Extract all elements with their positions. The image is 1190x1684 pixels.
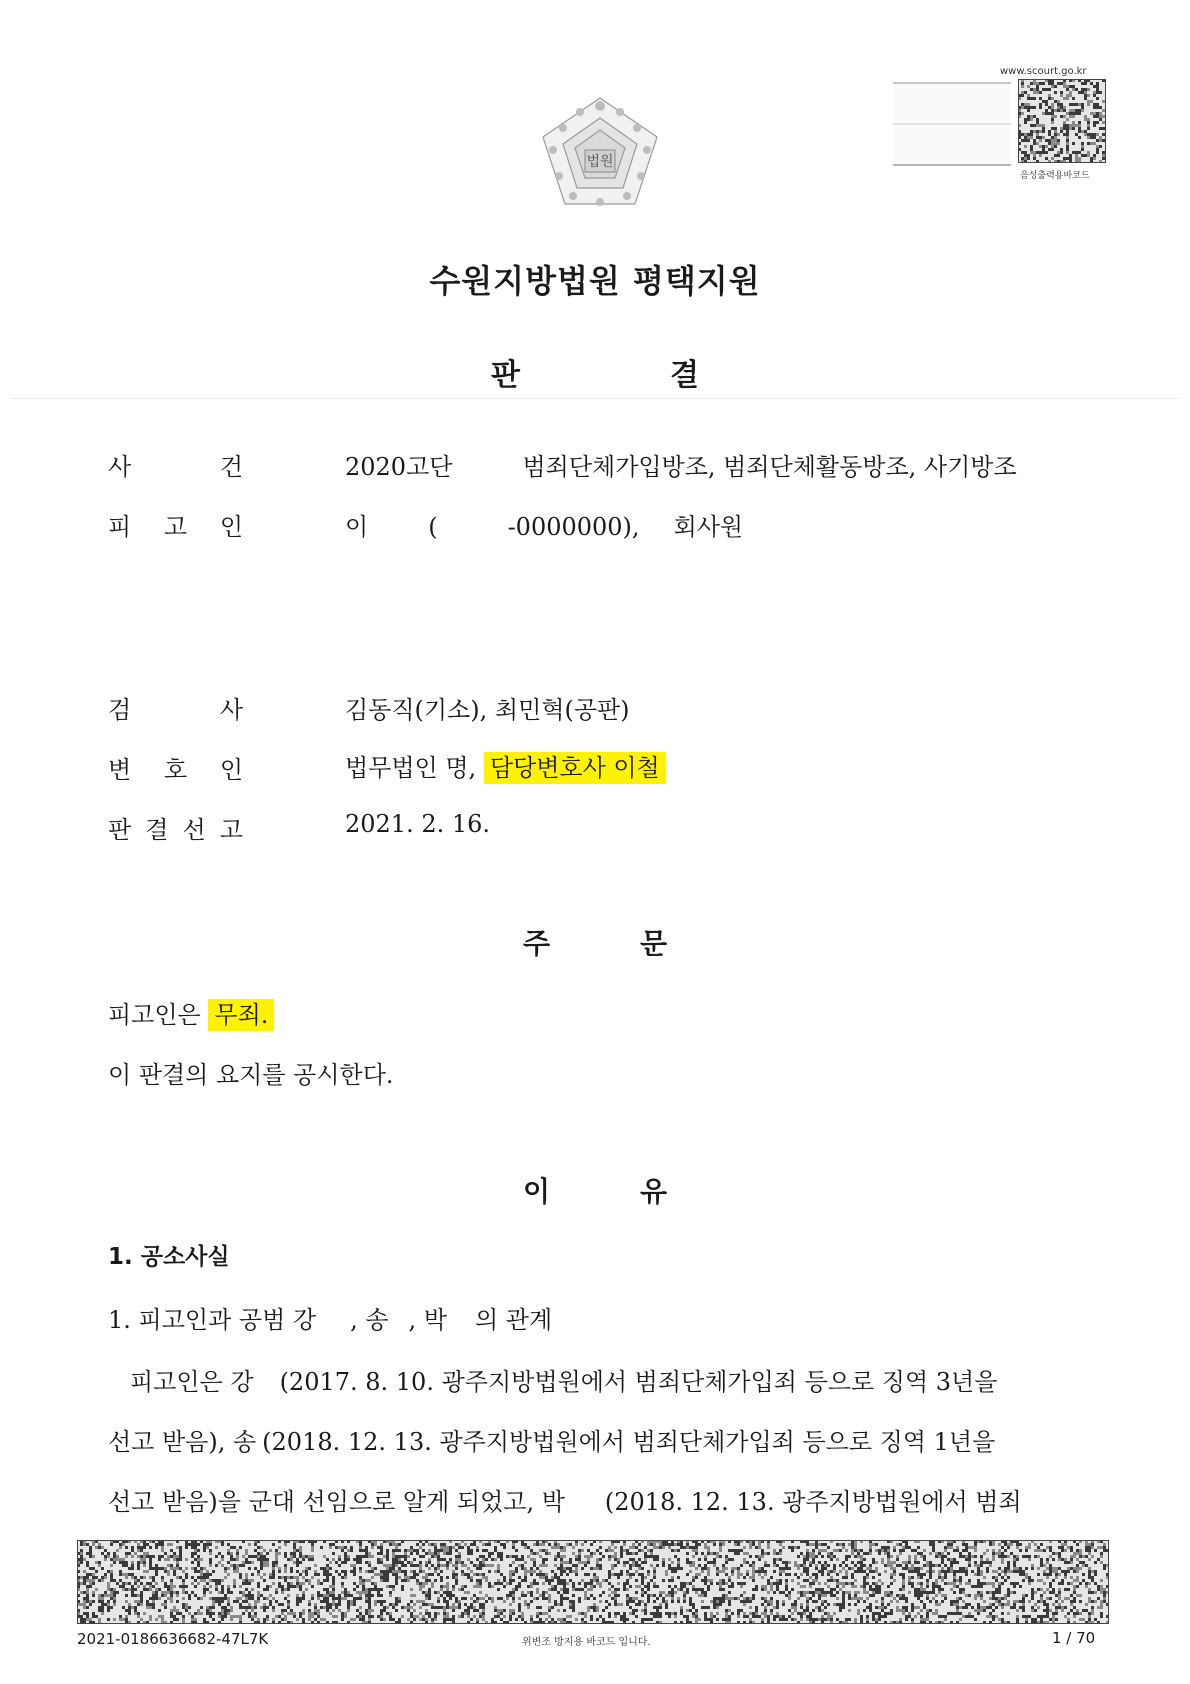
value-counsel: 법무법인 명, 담당변호사 이철	[345, 748, 666, 783]
anti-forgery-barcode-icon	[77, 1540, 1109, 1624]
qr-code-icon	[1018, 79, 1106, 163]
value-case: 2020고단 범죄단체가입방조, 범죄단체활동방조, 사기방조	[345, 453, 1017, 481]
value-defendant: 이 ( -0000000), 회사원	[345, 513, 744, 541]
label-case: 사 건	[108, 453, 243, 481]
doc-title-char: 결	[670, 358, 699, 393]
order-line-2: 이 판결의 요지를 공시한다.	[108, 1061, 394, 1089]
highlight-verdict: 무죄.	[208, 999, 274, 1031]
document-id: 2021-0186636682-47L7K	[77, 1630, 269, 1648]
document-title	[0, 350, 1190, 394]
subsection-heading: 1. 피고인과 공범 강 , 송 , 박 의 관계	[108, 1306, 553, 1334]
qr-url: www.scourt.go.kr	[1000, 66, 1087, 77]
section-heading: 1. 공소사실	[108, 1244, 230, 1270]
qr-caption: 음성출력용바코드	[1020, 171, 1090, 181]
court-seal-icon	[535, 92, 665, 212]
page-number: 1 / 70	[1052, 1629, 1096, 1647]
paragraph-line: 선고 받음)을 군대 선임으로 알게 되었고, 박 (2018. 12. 13. 광주지방법원에서 범죄	[108, 1488, 1022, 1516]
highlight-counsel: 담당변호사 이철	[484, 752, 666, 784]
barcode-lines-area	[893, 82, 1011, 166]
court-name: 수원지방법원 평택지원	[429, 262, 761, 300]
reason-title: 이 유	[522, 1175, 668, 1208]
value-verdict-date: 2021. 2. 16.	[345, 810, 491, 838]
paragraph-line: 피고인은 강 (2017. 8. 10. 광주지방법원에서 범죄단체가입죄 등으로 징역 3년을	[130, 1368, 998, 1396]
label-counsel: 변 호 인	[108, 756, 243, 784]
label-verdict-date: 판 결 선 고	[108, 816, 243, 844]
label-prosecutor: 검 사	[108, 696, 243, 724]
order-title: 주 문	[522, 927, 668, 960]
doc-title-char: 판	[491, 358, 520, 393]
seal-text: 법원	[586, 154, 614, 170]
order-line-1: 피고인은 무죄.	[108, 995, 274, 1030]
label-defendant: 피 고 인	[108, 513, 243, 541]
value-prosecutor: 김동직(기소), 최민혁(공판)	[345, 696, 630, 724]
divider	[10, 398, 1180, 399]
paragraph-line: 선고 받음), 송 (2018. 12. 13. 광주지방법원에서 범죄단체가입죄 등으로 징역 1년을	[108, 1428, 996, 1456]
barcode-note: 위변조 방지용 바코드 입니다.	[522, 1637, 651, 1648]
